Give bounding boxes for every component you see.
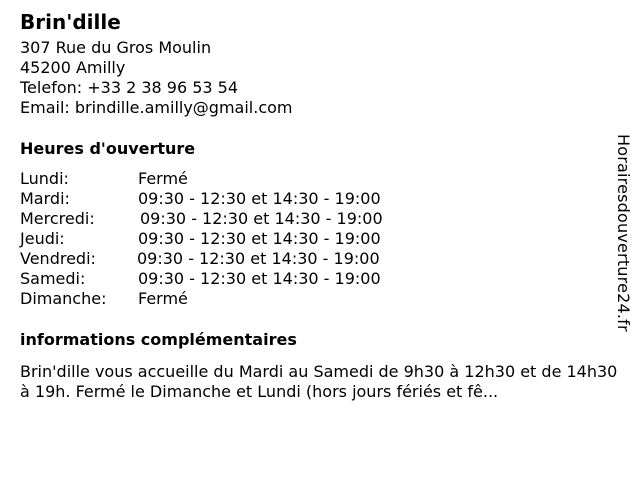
day-label: Mardi:	[20, 189, 70, 208]
time-value: Fermé	[138, 289, 188, 308]
time-value: 09:30 - 12:30 et 14:30 - 19:00	[138, 229, 381, 248]
info-heading: informations complémentaires	[20, 330, 297, 349]
time-value: 09:30 - 12:30 et 14:30 - 19:00	[138, 189, 381, 208]
address-block	[20, 38, 610, 118]
hours-table	[20, 169, 610, 309]
phone-number: Telefon: +33 2 38 96 53 54	[20, 78, 239, 97]
time-value: Fermé	[138, 169, 188, 188]
day-label: Dimanche:	[20, 289, 107, 308]
day-label: Lundi:	[20, 169, 69, 188]
hours-row-mercredi	[20, 209, 610, 229]
day-label: Vendredi:	[20, 249, 96, 268]
street-address: 307 Rue du Gros Moulin	[20, 38, 212, 57]
city-postal: 45200 Amilly	[20, 58, 126, 77]
day-label: Mercredi:	[20, 209, 95, 228]
hours-row-dimanche	[20, 289, 610, 309]
time-value: 09:30 - 12:30 et 14:30 - 19:00	[138, 269, 381, 288]
hours-row-jeudi	[20, 229, 610, 249]
hours-row-lundi	[20, 169, 610, 189]
business-card	[20, 10, 618, 402]
email-address: Email: brindille.amilly@gmail.com	[20, 98, 293, 117]
time-value: 09:30 - 12:30 et 14:30 - 19:00	[140, 209, 383, 228]
hours-row-mardi	[20, 189, 610, 209]
site-watermark: Horairesdouverture24.fr	[614, 134, 633, 332]
business-name: Brin'dille	[20, 10, 121, 34]
time-value: 09:30 - 12:30 et 14:30 - 19:00	[137, 249, 380, 268]
info-text: Brin'dille vous accueille du Mardi au Samedi de 9h30 à 12h30 et de 14h30 à 19h. Fermé le Dimanche et Lundi (hors jours fériés et fê...	[20, 362, 618, 401]
hours-heading: Heures d'ouverture	[20, 139, 196, 158]
hours-row-samedi	[20, 269, 610, 289]
day-label: Jeudi:	[20, 229, 65, 248]
hours-row-vendredi	[20, 249, 610, 269]
day-label: Samedi:	[20, 269, 86, 288]
